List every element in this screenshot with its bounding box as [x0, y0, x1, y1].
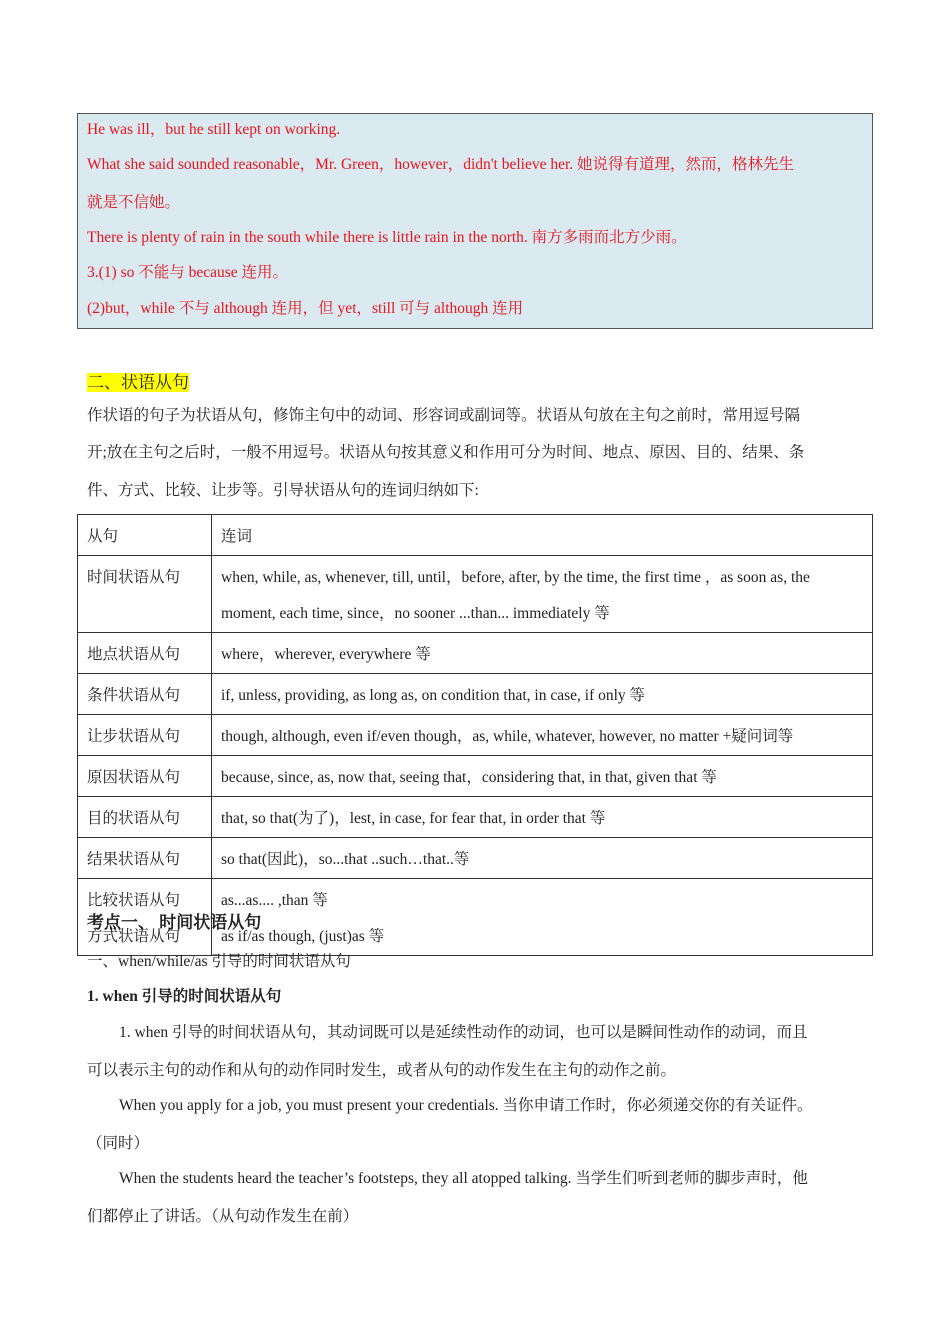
clause-type: 条件状语从句 — [87, 687, 181, 704]
clause-type-cell — [78, 715, 212, 756]
conjunctions-cell — [212, 838, 873, 879]
conjunctions: though, although, even if/even though，as, while, whatever, however, no matter +疑问词等 — [221, 728, 794, 745]
example-line: (2)but，while 不与 although 连用，但 yet，still 可与 although 连用 — [87, 300, 524, 317]
body-line: 可以表示主句的动作和从句的动作同时发生，或者从句的动作发生在主句的动作之前。 — [87, 1062, 677, 1079]
conjunctions-cell — [212, 879, 873, 956]
header-cell: 连词 — [212, 515, 873, 556]
intro-line: 作状语的句子为状语从句，修饰主句中的动词、形容词或副词等。状语从句放在主句之前时，常用逗号隔 — [87, 407, 801, 424]
table-row — [78, 674, 873, 715]
clause-type: 原因状语从句 — [87, 769, 181, 786]
clause-type: 时间状语从句 — [87, 569, 181, 586]
kaodian-heading: 考点一、 时间状语从句 — [87, 913, 262, 932]
example-line: What she said sounded reasonable，Mr. Green，however，didn't believe her. 她说得有道理，然而，格林先生 — [87, 156, 795, 173]
clause-type-cell — [78, 674, 212, 715]
example-box — [77, 113, 873, 329]
body-line: 们都停止了讲话。（从句动作发生在前） — [87, 1208, 359, 1225]
clause-type: 让步状语从句 — [87, 728, 181, 745]
conjunctions-cell — [212, 797, 873, 838]
conjunctions: when, while, as, whenever, till, until，before, after, by the time, the first time ，as soon as, the — [221, 569, 810, 586]
conjunctions: so that(因此)，so...that ..such…that..等 — [221, 851, 470, 868]
clause-type: 地点状语从句 — [87, 646, 181, 663]
example-line: There is plenty of rain in the south while there is little rain in the north. 南方多雨而北方少雨。 — [87, 229, 687, 246]
intro-line: 开;放在主句之后时，一般不用逗号。状语从句按其意义和作用可分为时间、地点、原因、目的、结果、条 — [87, 444, 805, 461]
conjunctions-cell — [212, 674, 873, 715]
clause-type-cell — [78, 838, 212, 879]
clause-type: 结果状语从句 — [87, 851, 181, 868]
table-row — [78, 838, 873, 879]
subheading: 一、when/while/as 引导的时间状语从句 — [87, 953, 351, 970]
conjunctions: as...as.... ,than 等 — [221, 892, 328, 909]
conjunctions: if, unless, providing, as long as, on condition that, in case, if only 等 — [221, 687, 646, 704]
example-line: 3.(1) so 不能与 because 连用。 — [87, 264, 289, 281]
table-row — [78, 715, 873, 756]
section-heading: 二、状语从句 — [87, 373, 189, 392]
body-line: （同时） — [87, 1135, 150, 1152]
clause-type: 方式状语从句 — [87, 928, 181, 945]
header-cell: 从句 — [78, 515, 212, 556]
table-header-row — [78, 515, 873, 556]
conjunctions-cell — [212, 633, 873, 674]
body-line: When you apply for a job, you must present your credentials. 当你申请工作时，你必须递交你的有关证件。 — [119, 1097, 813, 1114]
clause-type: 比较状语从句 — [87, 892, 181, 909]
conjunctions-cell — [212, 556, 873, 633]
clause-type-cell — [78, 797, 212, 838]
table-row — [78, 756, 873, 797]
example-line: He was ill，but he still kept on working. — [87, 121, 341, 138]
subheading-bold: 1. when 引导的时间状语从句 — [87, 988, 282, 1005]
conjunctions: where，wherever, everywhere 等 — [221, 646, 431, 663]
table-row — [78, 633, 873, 674]
conjunctions: as if/as though, (just)as 等 — [221, 928, 385, 945]
clause-type: 目的状语从句 — [87, 810, 181, 827]
clause-type-cell — [78, 556, 212, 633]
clause-type-cell — [78, 633, 212, 674]
table-row — [78, 556, 873, 633]
intro-line: 件、方式、比较、让步等。引导状语从句的连词归纳如下: — [87, 482, 479, 499]
conjunctions: because, since, as, now that, seeing that，considering that, in that, given that 等 — [221, 769, 717, 786]
conjunctions-cell — [212, 715, 873, 756]
body-line: When the students heard the teacher’s footsteps, they all atopped talking. 当学生们听到老师的脚步声时，他 — [119, 1170, 808, 1187]
conjunctions: moment, each time, since，no sooner ...than... immediately 等 — [221, 605, 610, 622]
example-line: 就是不信她。 — [87, 194, 181, 211]
conjunctions-cell — [212, 756, 873, 797]
conjunctions: that, so that(为了)，lest, in case, for fear that, in order that 等 — [221, 810, 606, 827]
clause-type-cell — [78, 756, 212, 797]
body-line: 1. when 引导的时间状语从句，其动词既可以是延续性动作的动词，也可以是瞬间性动作的动词，而且 — [119, 1024, 808, 1041]
conjunction-table — [77, 514, 873, 956]
table-row — [78, 797, 873, 838]
